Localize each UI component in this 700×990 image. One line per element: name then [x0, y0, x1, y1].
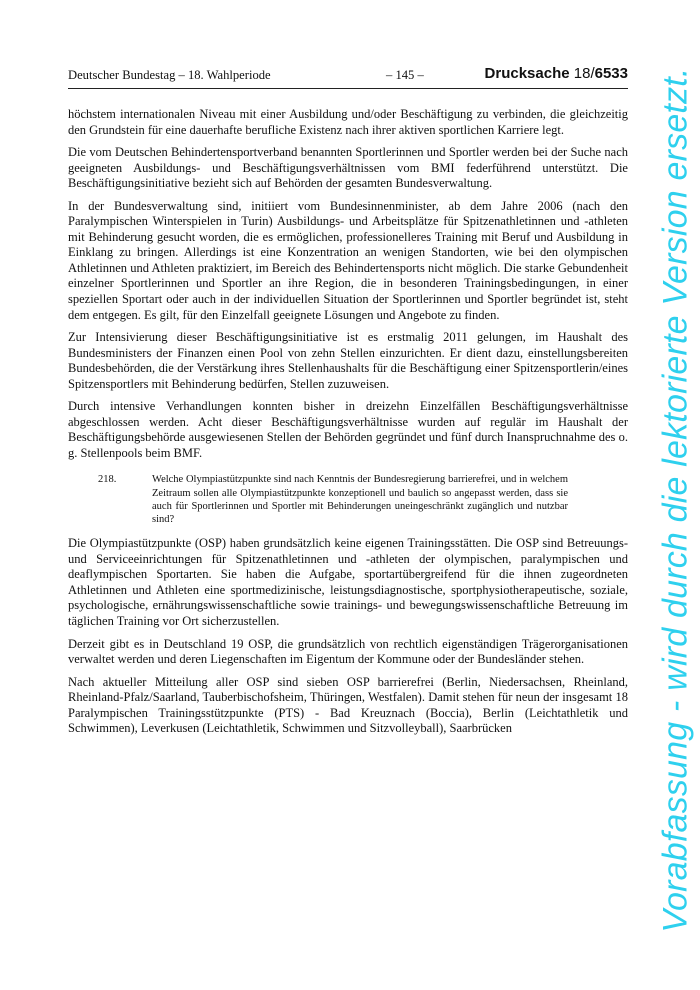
paragraph: Zur Intensivierung dieser Beschäftigungsinitiative ist es erstmalig 2011 gelungen, im Haushalt des Bundesministers der Finanzen einen Pool von zehn Stellen einzurichten. Er dient dazu, einstellungsbereiten Bundesbehörden, die der Verstärkung ihres Stellenhaushalts für die Beschäftigung einer Spitzensportlerin/eines Spitzensportlers mit Behinderung bedürfen, Stellen zuzuweisen.: [68, 330, 628, 391]
paragraph: Derzeit gibt es in Deutschland 19 OSP, die grundsätzlich von rechtlich eigenständigen Trägerorganisationen verwaltet werden und deren Liegenschaften im Eigentum der Kommune oder der Bundesländer stehen.: [68, 636, 628, 667]
paragraph: höchstem internationalen Niveau mit einer Ausbildung und/oder Beschäftigung zu verbinden, die gleichzeitig den Grundstein für eine dauerhafte berufliche Existenz nach ihrer aktiven sportlichen Karriere legt.: [68, 107, 628, 137]
header-drucksache-label: Drucksache: [484, 65, 570, 82]
preliminary-version-watermark: Vorabfassung - wird durch die lektorierte Version ersetzt.: [656, 67, 695, 933]
paragraph: Durch intensive Verhandlungen konnten bisher in dreizehn Einzelfällen Beschäftigungsverhältnisse abgeschlossen werden. Acht dieser Beschäftigungsverhältnisse wurden auf regulär im Haushalt der Beschäftigungsbehörde ausgewiesenen Stellen der Behörden gegründet und fünf durch Inanspruchnahme des o. g. Stellenpools beim BMF.: [68, 399, 628, 460]
header-parliament: Deutscher Bundestag – 18. Wahlperiode: [68, 68, 271, 82]
paragraph: Nach aktueller Mitteilung aller OSP sind sieben OSP barrierefrei (Berlin, Niedersachsen, Rheinland, Rheinland-Pfalz/Saarland, Tauberbischofsheim, Thüringen, Westfalen). Damit stehen für neun der insgesamt 18 Paralympischen Trainingsstützpunkte (PTS) - Bad Kreuznach (Boccia), Berlin (Leichtathletik und Schwimmen), Leverkusen (Leichtathletik, Schwimmen und Sitzvolleyball), Saarbrücken: [68, 674, 628, 736]
question-block: [98, 473, 568, 526]
document-body: [68, 107, 628, 744]
header-number-bold: 6533: [594, 65, 628, 82]
question-number: 218.: [98, 474, 117, 486]
page-header: [68, 66, 628, 89]
paragraph: Die vom Deutschen Behindertensportverband benannten Sportlerinnen und Sportler werden bei der Suche nach geeigneten Ausbildungs- und Beschäftigungsverhältnissen vom BMI federführend unterstützt. Die Beschäftigungsinitiative bezieht sich auf Behörden der gesamten Bundesverwaltung.: [68, 145, 628, 191]
question-text: Welche Olympiastützpunkte sind nach Kenntnis der Bundesregierung barrierefrei, und in welchem Zeitraum sollen alle Olympiastützpunkte konzeptionell und baulich so angepasst werden, dass sie auch für Sportlerinnen und Sportler mit Behinderungen uneingeschränkt zugänglich und nutzbar sind?: [152, 474, 568, 526]
header-number-prefix: 18/: [573, 65, 595, 82]
paragraph: Die Olympiastützpunkte (OSP) haben grundsätzlich keine eigenen Trainingsstätten. Die OSP sind Betreuungs- und Serviceeinrichtungen für Spitzenathletinnen und -athleten der olympischen, paralympischen und deaflympischen Sportarten. Sie haben die Aufgabe, sportartübergreifend für die ihnen zugeordneten Athletinnen und Athleten eine sportmedizinische, leistungsdiagnostische, sportphysiotherapeutische, soziale, psychologische, ernährungswissenschaftliche sowie trainings- und bewegungswissenschaftliche Betreuung im täglichen Training vor Ort sicherzustellen.: [68, 536, 628, 629]
header-page-number: – 145 –: [386, 68, 424, 82]
paragraph: In der Bundesverwaltung sind, initiiert vom Bundesinnenminister, ab dem Jahre 2006 (nach den Paralympischen Winterspielen in Turin) Ausbildungs- und Arbeitsplätze für Spitzenathletinnen und -athleten mit Behinderung gesucht worden, die es ermöglichen, professionelleres Training mit Beruf und Ausbildung in Einklang zu bringen. Allerdings ist eine Konzentration an wenigen Standorten, wie bei den olympischen Athletinnen und Athleten praktiziert, im Bereich des Behindertensports nicht möglich. Die starke Gebundenheit einzelner Sportlerinnen und Sportler an ihre Region, die in besonderen Trainingsbedingungen, in einer speziellen Sportart oder auch in der individuellen Situation der Sportlerinnen und Sportler begründet ist, steht dem entgegen. Es gilt, für den Einzelfall geeignete Lösungen und Angebote zu finden.: [68, 198, 628, 322]
header-document-number: [485, 65, 628, 82]
